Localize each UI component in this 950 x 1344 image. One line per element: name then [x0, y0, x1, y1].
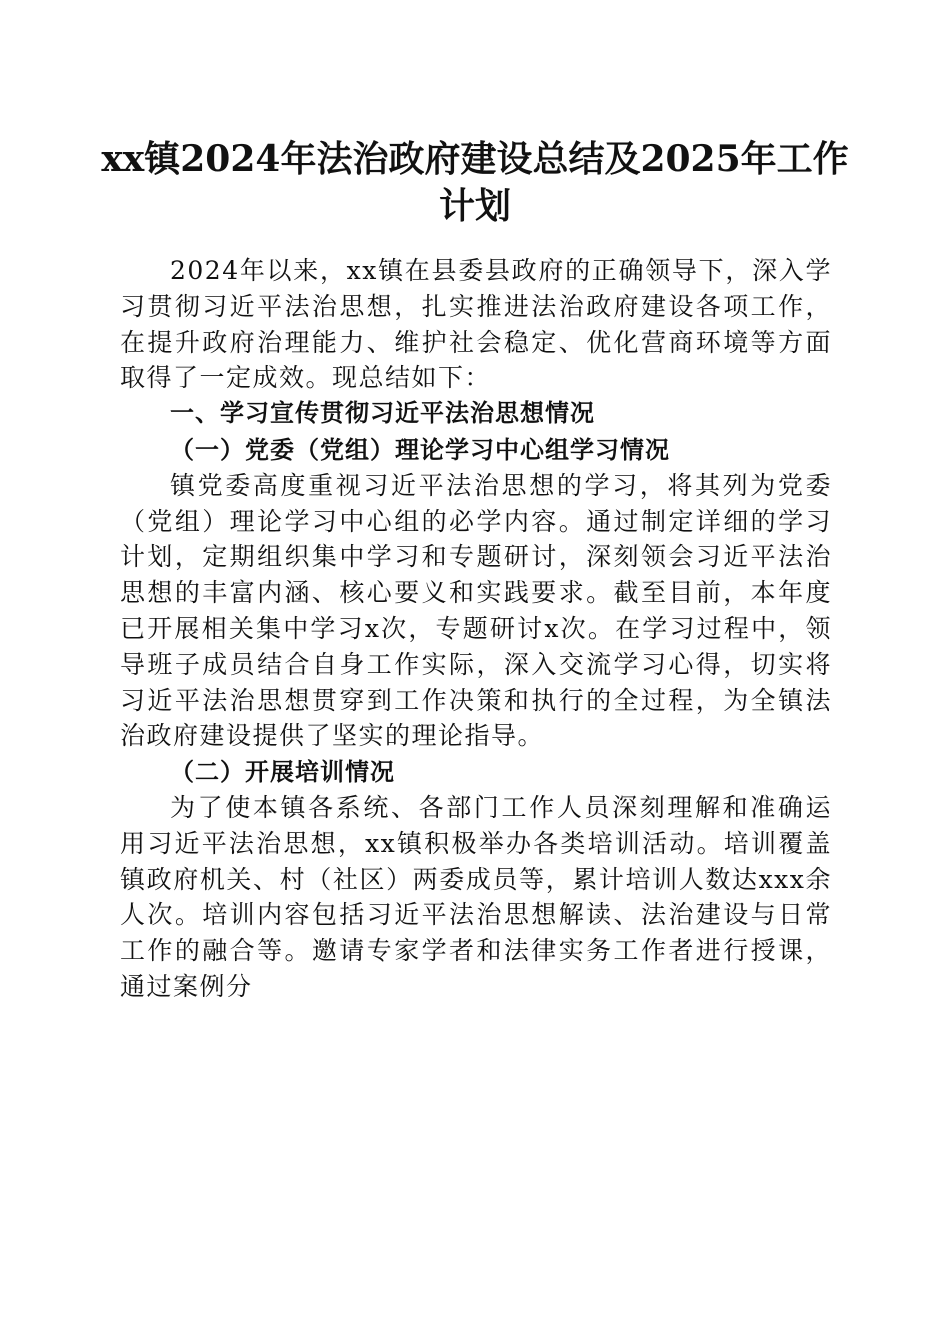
document-title: xx镇2024年法治政府建设总结及2025年工作计划 [101, 138, 849, 227]
section-1-heading: 一、学习宣传贯彻习近平法治思想情况 [170, 399, 595, 428]
subsection-2-heading: （二）开展培训情况 [170, 757, 395, 787]
subsection-2-body: 为了使本镇各系统、各部门工作人员深刻理解和准确运用习近平法治思想，xx镇积极举办各类培训活动。培训覆盖镇政府机关、村（社区）两委成员等，累计培训人数达xxx余人次。培训内容包括习近平法治思想解读、法治建设与日常工作的融合等。邀请专家学者和法律实务工作者进行授课，通过案例分 [120, 792, 832, 1001]
document-body [120, 253, 832, 1005]
intro-paragraph: 2024年以来，xx镇在县委县政府的正确领导下，深入学习贯彻习近平法治思想，扎实推进法治政府建设各项工作，在提升政府治理能力、维护社会稳定、优化营商环境等方面取得了一定成效。现总结如下： [120, 256, 832, 393]
subsection-1-body: 镇党委高度重视习近平法治思想的学习，将其列为党委（党组）理论学习中心组的必学内容。通过制定详细的学习计划，定期组织集中学习和专题研讨，深刻领会习近平法治思想的丰富内涵、核心要义和实践要求。截至目前，本年度已开展相关集中学习x次，专题研讨x次。在学习过程中，领导班子成员结合自身工作实际，深入交流学习心得，切实将习近平法治思想贯穿到工作决策和执行的全过程，为全镇法治政府建设提供了坚实的理论指导。 [120, 470, 832, 751]
subsection-1-heading: （一）党委（党组）理论学习中心组学习情况 [170, 434, 670, 464]
